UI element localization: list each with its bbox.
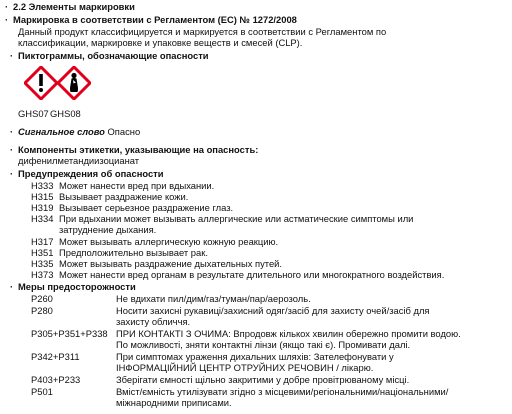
hazard-code: H334	[31, 213, 54, 224]
precaution-code: P501	[31, 386, 53, 397]
regulation-title: · Маркировка в соответствии с Регламентом (EC) № 1272/2008	[13, 15, 297, 26]
precaution-code: P403+P233	[31, 374, 81, 385]
precaution-code: P305+P351+P338	[31, 328, 108, 339]
hazard-code: H333	[31, 180, 54, 191]
exclamation-mark-icon	[24, 66, 58, 100]
signal-word-label: Сигнальное слово	[18, 126, 105, 137]
hazard-text: Может вызывать аллергическую кожную реакцию.	[59, 236, 279, 247]
hazard-text: Предположительно вызывает рак.	[59, 247, 208, 258]
hazard-row	[31, 213, 414, 225]
hazard-text: Вызывает серьезное раздражение глаз.	[59, 202, 234, 213]
hazard-row	[31, 202, 234, 214]
precaution-row	[31, 351, 394, 363]
components-title: · Компоненты этикетки, указывающие на опасность:	[18, 145, 258, 156]
health-hazard-icon	[57, 66, 91, 100]
regulation-text-line2: классификации, маркировке и упаковке веществ и смесей (CLP).	[18, 37, 303, 48]
precaution-text-continuation: міжнародними приписами.	[116, 397, 232, 408]
hazard-text: При вдыхании может вызывать аллергические или астматические симптомы или	[59, 213, 414, 224]
precaution-row	[31, 328, 461, 340]
precaution-row	[31, 374, 410, 386]
precaution-text-continuation: ІНФОРМАЦІЙНИЙ ЦЕНТР ОТРУЙНИХ РЕЧОВИН / лікарю.	[116, 362, 374, 373]
hazard-text: Вызывает раздражение кожи.	[59, 191, 189, 202]
hazard-text: Может нанести вред при вдыхании.	[59, 180, 215, 191]
signal-word	[18, 127, 140, 138]
precaution-row	[31, 386, 449, 398]
precaution-code: P280	[31, 305, 53, 316]
precaution-code: P342+P311	[31, 351, 80, 362]
precaution-text: При симптомах ураження дихальних шляхів: Зателефонувати у	[116, 351, 394, 362]
pictogram-group	[18, 66, 84, 122]
hazard-row	[31, 180, 215, 192]
precaution-text-continuation: По можливості, зняти контактні лінзи (якщо такі є). Промивати далі.	[116, 339, 411, 350]
pictograms-title: · Пиктограммы, обозначающие опасности	[18, 51, 209, 62]
signal-word-value: Опасно	[107, 126, 141, 137]
hazard-code: H315	[31, 191, 54, 202]
hazard-code: H317	[31, 236, 54, 247]
regulation-text-line1: Данный продукт классифицируется и маркируется в соответствии с Регламентом по	[18, 26, 387, 37]
hazard-code: H335	[31, 258, 54, 269]
components-value: дифенилметандиизоцианат	[18, 155, 140, 166]
precaution-text-continuation: захисту обличчя.	[116, 316, 191, 327]
pictogram-code-ghs07: GHS07	[18, 108, 49, 119]
hazard-text: Может нанести вред органам в результате длительного или многократного воздействия.	[59, 269, 445, 280]
precaution-code: P260	[31, 293, 53, 304]
precaution-text: Зберігати ємності щільно закритими у добре провітрюваному місці.	[116, 374, 410, 385]
precaution-text: ПРИ КОНТАКТІ З ОЧИМА: Впродовж кількох хвилин обережно промити водою.	[116, 328, 461, 339]
hazard-row	[31, 258, 283, 270]
precaution-text: Не вдихати пил/дим/газ/туман/пар/аерозоль.	[116, 293, 311, 304]
hazard-code: H373	[31, 269, 54, 280]
pictogram-code-ghs08: GHS08	[50, 108, 81, 119]
precaution-row	[31, 305, 430, 317]
precautionary-statements-title: · Меры предосторожности	[18, 282, 136, 293]
hazard-row	[31, 191, 189, 203]
hazard-text: Может вызывать раздражение дыхательных путей.	[59, 258, 283, 269]
hazard-statements-title: · Предупреждения об опасности	[18, 169, 164, 180]
precaution-text: Носити захисні рукавиці/захисний одяг/засіб для захисту очей/засіб для	[116, 305, 430, 316]
hazard-code: H319	[31, 202, 54, 213]
hazard-row	[31, 247, 208, 259]
hazard-row	[31, 236, 279, 248]
hazard-code: H351	[31, 247, 54, 258]
section-heading: · 2.2 Элементы маркировки	[13, 2, 135, 13]
hazard-text-continuation: затруднение дыхания.	[59, 224, 157, 235]
precaution-row	[31, 293, 311, 305]
precaution-text: Вміст/ємність утилізувати згідно з місцевими/регіональними/національними/	[116, 386, 449, 397]
hazard-row	[31, 269, 445, 281]
